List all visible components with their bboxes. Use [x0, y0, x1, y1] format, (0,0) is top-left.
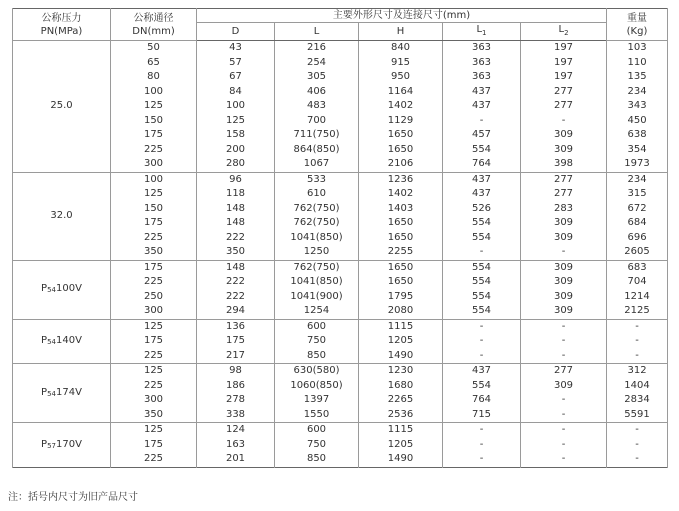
cell-l2: 309: [521, 379, 607, 394]
cell-weight: 110: [607, 56, 668, 71]
table-row: [13, 114, 668, 129]
cell-d: 118: [197, 187, 275, 202]
table-row: [13, 423, 668, 438]
cell-weight: 1404: [607, 379, 668, 394]
cell-h: 1795: [359, 290, 443, 305]
cell-l2: -: [521, 393, 607, 408]
pressure-label-sub: 57: [47, 441, 56, 450]
cell-l2: -: [521, 245, 607, 260]
cell-l2: 277: [521, 187, 607, 202]
cell-dn: 125: [111, 423, 197, 438]
cell-l: 600: [275, 423, 359, 438]
cell-dn: 350: [111, 408, 197, 423]
cell-l2: -: [521, 334, 607, 349]
cell-l1: 363: [443, 70, 521, 85]
cell-h: 2080: [359, 304, 443, 319]
cell-l: 864(850): [275, 143, 359, 158]
cell-weight: 1973: [607, 157, 668, 172]
cell-dn: 175: [111, 128, 197, 143]
cell-d: 280: [197, 157, 275, 172]
cell-l2: 309: [521, 275, 607, 290]
table-row: [13, 334, 668, 349]
pressure-label-sub: 54: [47, 389, 56, 398]
cell-l: 850: [275, 349, 359, 364]
cell-l: 1060(850): [275, 379, 359, 394]
cell-h: 2536: [359, 408, 443, 423]
cell-l1: 457: [443, 128, 521, 143]
cell-l1: -: [443, 114, 521, 129]
header-col-d: D: [197, 23, 275, 41]
cell-h: 1129: [359, 114, 443, 129]
pressure-label-base: P: [41, 438, 48, 450]
cell-dn: 125: [111, 187, 197, 202]
cell-l: 406: [275, 85, 359, 100]
cell-h: 1115: [359, 423, 443, 438]
cell-d: 136: [197, 319, 275, 334]
cell-l: 711(750): [275, 128, 359, 143]
valve-spec-table: [12, 8, 668, 468]
pressure-group-label: [13, 319, 111, 364]
header-dn: [111, 9, 197, 41]
cell-h: 1680: [359, 379, 443, 394]
cell-weight: 684: [607, 216, 668, 231]
cell-dn: 225: [111, 143, 197, 158]
cell-l1: -: [443, 334, 521, 349]
cell-weight: 2605: [607, 245, 668, 260]
cell-weight: 683: [607, 260, 668, 275]
cell-d: 98: [197, 364, 275, 379]
cell-weight: -: [607, 452, 668, 467]
cell-l: 1254: [275, 304, 359, 319]
cell-l: 1250: [275, 245, 359, 260]
pressure-label-sub: 54: [47, 286, 56, 295]
cell-l: 850: [275, 452, 359, 467]
cell-weight: 343: [607, 99, 668, 114]
cell-d: 217: [197, 349, 275, 364]
cell-h: 1236: [359, 172, 443, 187]
cell-h: 840: [359, 41, 443, 56]
cell-l2: -: [521, 349, 607, 364]
cell-d: 175: [197, 334, 275, 349]
cell-l2: -: [521, 408, 607, 423]
cell-l: 610: [275, 187, 359, 202]
cell-h: 1490: [359, 452, 443, 467]
cell-dn: 175: [111, 216, 197, 231]
cell-l1: 437: [443, 364, 521, 379]
header-weight: [607, 9, 668, 41]
cell-dn: 225: [111, 379, 197, 394]
cell-weight: 638: [607, 128, 668, 143]
cell-weight: 1214: [607, 290, 668, 305]
cell-d: 125: [197, 114, 275, 129]
pressure-label-base: P: [41, 335, 48, 346]
cell-weight: 2125: [607, 304, 668, 319]
cell-weight: 450: [607, 114, 668, 129]
cell-h: 1650: [359, 216, 443, 231]
cell-weight: -: [607, 423, 668, 438]
cell-l: 305: [275, 70, 359, 85]
cell-l1: 526: [443, 202, 521, 217]
cell-d: 201: [197, 452, 275, 467]
header-dims-title: 主要外形尺寸及连接尺寸(mm): [197, 9, 607, 23]
cell-dn: 125: [111, 364, 197, 379]
cell-weight: 704: [607, 275, 668, 290]
table-row: [13, 408, 668, 423]
cell-dn: 175: [111, 334, 197, 349]
cell-l: 1041(900): [275, 290, 359, 305]
cell-l: 630(580): [275, 364, 359, 379]
pressure-group-label: [13, 423, 111, 468]
cell-h: 1115: [359, 319, 443, 334]
cell-l2: 309: [521, 143, 607, 158]
table-row: [13, 143, 668, 158]
pressure-group-label: [13, 260, 111, 319]
cell-h: 950: [359, 70, 443, 85]
cell-l: 1041(850): [275, 275, 359, 290]
cell-l1: -: [443, 438, 521, 453]
header-dn-line2: DN(mm): [132, 25, 175, 37]
cell-l1: -: [443, 319, 521, 334]
cell-h: 1650: [359, 260, 443, 275]
cell-l1: 437: [443, 172, 521, 187]
table-row: [13, 364, 668, 379]
table-row: [13, 216, 668, 231]
cell-d: 222: [197, 231, 275, 246]
cell-dn: 125: [111, 99, 197, 114]
table-row: [13, 70, 668, 85]
cell-dn: 300: [111, 304, 197, 319]
header-col-l2: [521, 23, 607, 41]
cell-l: 1550: [275, 408, 359, 423]
table-row: [13, 393, 668, 408]
cell-l: 216: [275, 41, 359, 56]
cell-weight: -: [607, 349, 668, 364]
cell-l1: 437: [443, 85, 521, 100]
cell-l2: 197: [521, 70, 607, 85]
cell-d: 148: [197, 216, 275, 231]
cell-dn: 150: [111, 202, 197, 217]
header-col-l1-base: L: [476, 24, 483, 35]
cell-l2: 309: [521, 216, 607, 231]
pressure-label-rest: 140V: [56, 335, 82, 346]
header-pn-line2: PN(MPa): [40, 25, 83, 37]
cell-dn: 50: [111, 41, 197, 56]
cell-weight: -: [607, 438, 668, 453]
header-col-h: H: [359, 23, 443, 41]
cell-l2: 277: [521, 99, 607, 114]
cell-l: 1397: [275, 393, 359, 408]
pressure-label-base: P: [41, 386, 48, 398]
cell-l1: -: [443, 245, 521, 260]
cell-l1: 715: [443, 408, 521, 423]
cell-l1: 554: [443, 216, 521, 231]
cell-dn: 350: [111, 245, 197, 260]
cell-d: 163: [197, 438, 275, 453]
table-body: [13, 41, 668, 468]
cell-h: 915: [359, 56, 443, 71]
cell-l2: 309: [521, 290, 607, 305]
header-weight-line1: 重量: [627, 12, 648, 24]
cell-dn: 250: [111, 290, 197, 305]
cell-l: 1041(850): [275, 231, 359, 246]
cell-l2: -: [521, 438, 607, 453]
cell-l1: 554: [443, 290, 521, 305]
cell-weight: 2834: [607, 393, 668, 408]
cell-l2: 197: [521, 41, 607, 56]
cell-h: 1650: [359, 231, 443, 246]
cell-h: 1650: [359, 275, 443, 290]
header-col-l2-sub: 2: [564, 29, 569, 37]
cell-weight: 696: [607, 231, 668, 246]
cell-l2: -: [521, 452, 607, 467]
cell-l2: 309: [521, 260, 607, 275]
cell-dn: 65: [111, 56, 197, 71]
table-row: [13, 319, 668, 334]
cell-l: 600: [275, 319, 359, 334]
cell-l1: 764: [443, 393, 521, 408]
spec-table-container: [12, 8, 667, 468]
cell-weight: 5591: [607, 408, 668, 423]
pressure-group-label: [13, 172, 111, 260]
cell-h: 1650: [359, 128, 443, 143]
table-row: [13, 172, 668, 187]
header-pn: [13, 9, 111, 41]
cell-l2: 309: [521, 231, 607, 246]
cell-h: 2255: [359, 245, 443, 260]
pressure-label-rest: 100V: [56, 283, 82, 295]
cell-l: 1067: [275, 157, 359, 172]
cell-l: 483: [275, 99, 359, 114]
cell-dn: 125: [111, 319, 197, 334]
cell-weight: 315: [607, 187, 668, 202]
cell-d: 222: [197, 290, 275, 305]
cell-dn: 175: [111, 438, 197, 453]
cell-l2: -: [521, 319, 607, 334]
cell-h: 1205: [359, 438, 443, 453]
cell-d: 67: [197, 70, 275, 85]
cell-l1: 554: [443, 379, 521, 394]
cell-dn: 150: [111, 114, 197, 129]
table-row: [13, 41, 668, 56]
table-row: [13, 349, 668, 364]
pressure-group-label: [13, 41, 111, 173]
cell-d: 100: [197, 99, 275, 114]
table-row: [13, 245, 668, 260]
cell-d: 186: [197, 379, 275, 394]
cell-l: 750: [275, 438, 359, 453]
cell-dn: 300: [111, 157, 197, 172]
header-col-l2-base: L: [558, 24, 565, 35]
header-row-1: [13, 9, 668, 23]
cell-l: 750: [275, 334, 359, 349]
cell-d: 148: [197, 202, 275, 217]
cell-h: 1490: [359, 349, 443, 364]
pressure-label-base: P: [41, 283, 48, 295]
header-col-l1: [443, 23, 521, 41]
cell-dn: 100: [111, 172, 197, 187]
cell-l1: 554: [443, 231, 521, 246]
cell-l1: -: [443, 349, 521, 364]
cell-weight: -: [607, 319, 668, 334]
cell-weight: 312: [607, 364, 668, 379]
cell-l: 254: [275, 56, 359, 71]
cell-l2: -: [521, 114, 607, 129]
cell-dn: 100: [111, 85, 197, 100]
cell-l1: 554: [443, 275, 521, 290]
cell-d: 124: [197, 423, 275, 438]
table-row: [13, 304, 668, 319]
table-row: [13, 290, 668, 305]
cell-h: 2106: [359, 157, 443, 172]
table-row: [13, 56, 668, 71]
table-row: [13, 85, 668, 100]
cell-h: 2265: [359, 393, 443, 408]
cell-l2: 197: [521, 56, 607, 71]
cell-d: 222: [197, 275, 275, 290]
cell-l2: 283: [521, 202, 607, 217]
table-row: [13, 202, 668, 217]
footnote: 注：括号内尺寸为旧产品尺寸: [8, 492, 138, 503]
cell-d: 294: [197, 304, 275, 319]
pressure-label-base: 32.0: [50, 209, 73, 221]
cell-h: 1230: [359, 364, 443, 379]
cell-l2: 309: [521, 128, 607, 143]
cell-h: 1402: [359, 187, 443, 202]
cell-l: 762(750): [275, 260, 359, 275]
cell-h: 1205: [359, 334, 443, 349]
cell-l1: 554: [443, 143, 521, 158]
cell-d: 338: [197, 408, 275, 423]
cell-l1: 764: [443, 157, 521, 172]
table-row: [13, 275, 668, 290]
header-weight-line2: (Kg): [626, 25, 648, 37]
table-row: [13, 128, 668, 143]
cell-d: 57: [197, 56, 275, 71]
table-row: [13, 157, 668, 172]
cell-dn: 225: [111, 452, 197, 467]
cell-weight: 103: [607, 41, 668, 56]
cell-l2: 277: [521, 172, 607, 187]
cell-l2: -: [521, 423, 607, 438]
cell-dn: 175: [111, 260, 197, 275]
cell-weight: -: [607, 334, 668, 349]
cell-l2: 277: [521, 364, 607, 379]
cell-l1: 363: [443, 56, 521, 71]
cell-l: 762(750): [275, 216, 359, 231]
header-pn-line1: 公称压力: [41, 12, 82, 24]
pressure-label-sub: 54: [47, 338, 56, 346]
cell-h: 1650: [359, 143, 443, 158]
pressure-label-base: 25.0: [50, 100, 73, 111]
cell-d: 96: [197, 172, 275, 187]
cell-l: 533: [275, 172, 359, 187]
cell-l1: 437: [443, 187, 521, 202]
table-row: [13, 99, 668, 114]
pressure-label-rest: 170V: [56, 438, 82, 450]
cell-d: 43: [197, 41, 275, 56]
cell-dn: 300: [111, 393, 197, 408]
cell-h: 1164: [359, 85, 443, 100]
cell-dn: 80: [111, 70, 197, 85]
cell-d: 200: [197, 143, 275, 158]
cell-l: 700: [275, 114, 359, 129]
cell-l1: 554: [443, 304, 521, 319]
table-row: [13, 379, 668, 394]
cell-weight: 234: [607, 172, 668, 187]
cell-d: 278: [197, 393, 275, 408]
cell-weight: 672: [607, 202, 668, 217]
cell-weight: 354: [607, 143, 668, 158]
cell-d: 158: [197, 128, 275, 143]
table-row: [13, 260, 668, 275]
cell-l1: 437: [443, 99, 521, 114]
pressure-group-label: [13, 364, 111, 423]
cell-weight: 135: [607, 70, 668, 85]
cell-l1: -: [443, 452, 521, 467]
cell-h: 1403: [359, 202, 443, 217]
table-row: [13, 187, 668, 202]
cell-l: 762(750): [275, 202, 359, 217]
cell-l1: 363: [443, 41, 521, 56]
header-col-l1-sub: 1: [482, 29, 487, 37]
table-row: [13, 452, 668, 467]
cell-d: 350: [197, 245, 275, 260]
header-dn-line1: 公称通径: [133, 12, 174, 24]
cell-dn: 225: [111, 275, 197, 290]
cell-l1: 554: [443, 260, 521, 275]
pressure-label-rest: 174V: [56, 386, 82, 398]
cell-l2: 309: [521, 304, 607, 319]
header-col-l: L: [275, 23, 359, 41]
cell-weight: 234: [607, 85, 668, 100]
cell-dn: 225: [111, 231, 197, 246]
cell-l2: 398: [521, 157, 607, 172]
cell-d: 148: [197, 260, 275, 275]
table-row: [13, 438, 668, 453]
cell-l2: 277: [521, 85, 607, 100]
cell-d: 84: [197, 85, 275, 100]
table-row: [13, 231, 668, 246]
cell-l1: -: [443, 423, 521, 438]
cell-dn: 225: [111, 349, 197, 364]
cell-h: 1402: [359, 99, 443, 114]
